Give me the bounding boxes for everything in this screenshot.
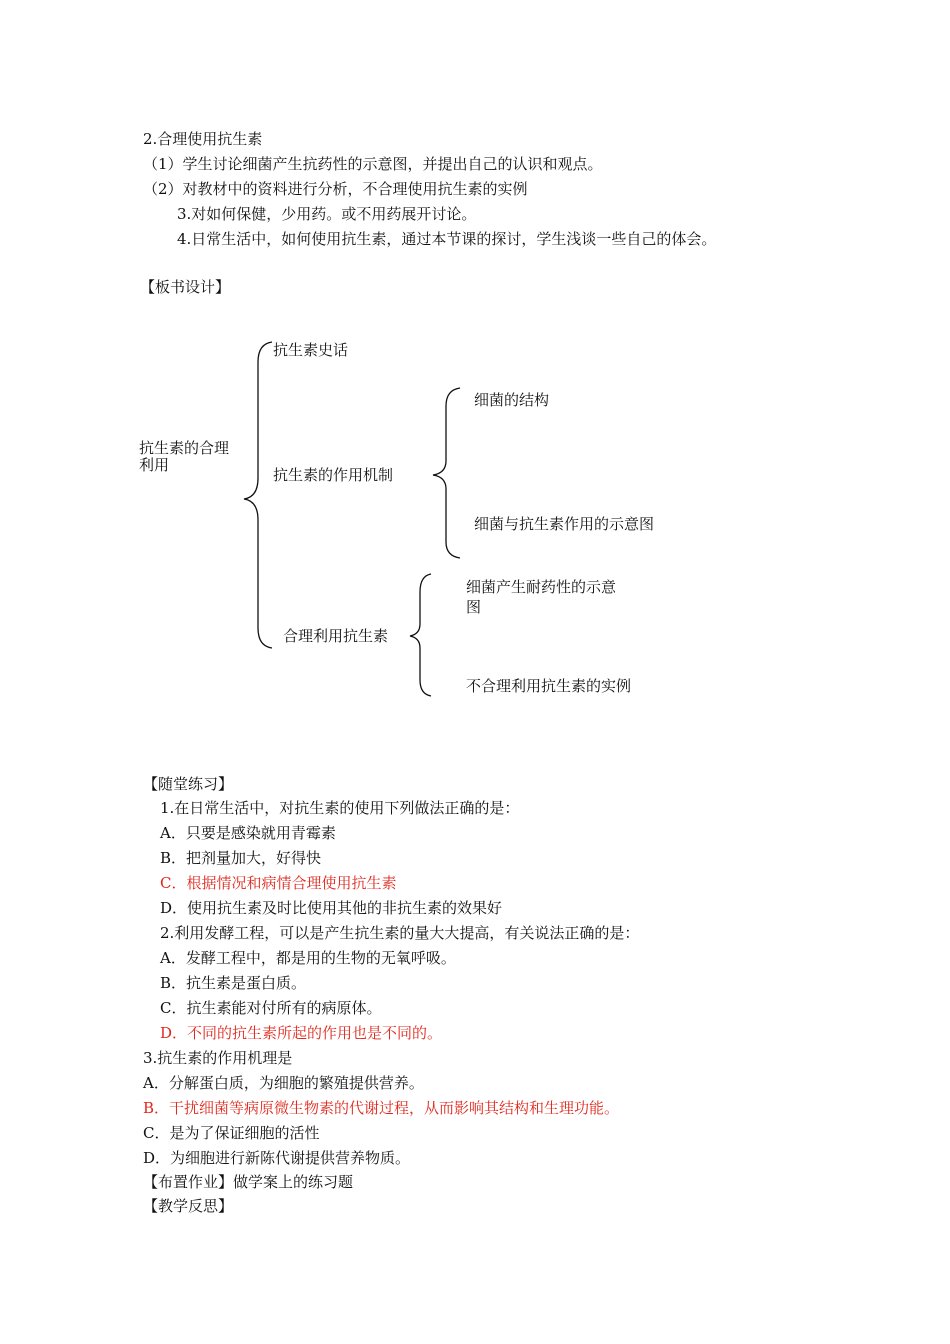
section2-heading: 2.合理使用抗生素 — [143, 130, 263, 148]
board-leaf-interaction-diagram: 细菌与抗生素作用的示意图 — [474, 515, 655, 533]
q2-stem: 2.利用发酵工程，可以是产生抗生素的量大大提高，有关说法正确的是： — [160, 924, 640, 942]
section2-item-2: （2）对教材中的资料进行分析，不合理使用抗生素的实例 — [143, 180, 528, 198]
board-heading: 【板书设计】 — [140, 278, 231, 296]
q1-option-b: B．把剂量加大，好得快 — [160, 849, 322, 867]
q3-option-a: A．分解蛋白质，为细胞的繁殖提供营养。 — [143, 1074, 424, 1092]
board-branch-mechanism: 抗生素的作用机制 — [273, 466, 394, 484]
q1-option-d: D．使用抗生素及时比使用其他的非抗生素的效果好 — [160, 899, 503, 917]
q1-stem: 1.在日常生活中，对抗生素的使用下列做法正确的是： — [160, 799, 520, 817]
q2-option-b: B．抗生素是蛋白质。 — [160, 974, 307, 992]
q2-option-d-answer: D．不同的抗生素所起的作用也是不同的。 — [160, 1024, 443, 1042]
q3-option-d: D．为细胞进行新陈代谢提供营养物质。 — [143, 1149, 411, 1167]
q3-option-b-answer: B．干扰细菌等病原微生物素的代谢过程，从而影响其结构和生理功能。 — [143, 1099, 620, 1117]
q3-option-c: C．是为了保证细胞的活性 — [143, 1124, 320, 1142]
root-brace — [244, 342, 272, 648]
section2-item-1: （1）学生讨论细菌产生抗药性的示意图，并提出自己的认识和观点。 — [143, 155, 603, 173]
homework-line — [143, 1172, 353, 1192]
board-branch-history: 抗生素史话 — [273, 341, 349, 359]
mechanism-brace — [433, 388, 460, 558]
q3-stem: 3.抗生素的作用机理是 — [143, 1049, 293, 1067]
q2-option-a: A．发酵工程中，都是用的生物的无氧呼吸。 — [160, 949, 456, 967]
q1-option-c-answer: C．根据情况和病情合理使用抗生素 — [160, 874, 397, 892]
homework-text: 做学案上的练习题 — [233, 1173, 354, 1191]
q1-option-a: A．只要是感染就用青霉素 — [160, 824, 336, 842]
section2-item-4: 4.日常生活中，如何使用抗生素，通过本节课的探讨，学生浅谈一些自己的体会。 — [177, 230, 717, 248]
practice-heading: 【随堂练习】 — [143, 775, 234, 793]
board-leaf-resistance-diagram: 细菌产生耐药性的示意图 — [466, 578, 617, 616]
q2-option-c: C．抗生素能对付所有的病原体。 — [160, 999, 382, 1017]
rational-brace — [410, 574, 431, 696]
board-branch-rational: 合理利用抗生素 — [283, 627, 389, 645]
board-leaf-misuse-examples: 不合理利用抗生素的实例 — [466, 677, 632, 695]
board-root: 抗生素的合理利用 — [139, 439, 230, 474]
reflection-heading: 【教学反思】 — [143, 1197, 234, 1215]
board-leaf-bacteria-structure: 细菌的结构 — [474, 391, 550, 409]
section2-item-3: 3.对如何保健，少用药。或不用药展开讨论。 — [177, 205, 477, 223]
homework-heading: 【布置作业】 — [143, 1173, 234, 1191]
